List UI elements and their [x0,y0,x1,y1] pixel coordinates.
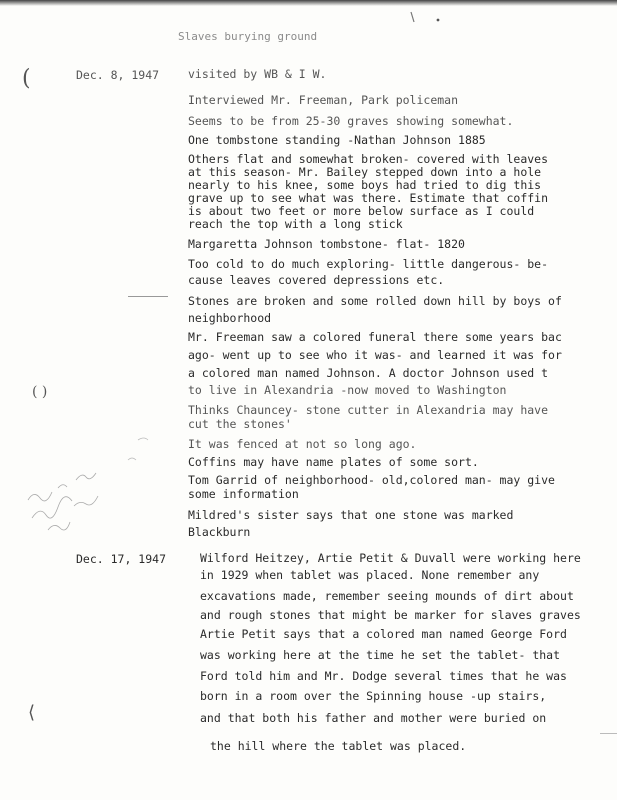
hole-punch-mark-bottom: ⟨ [28,702,36,723]
document-title: Slaves burying ground [178,30,318,43]
entry1-line: Tom Garrid of neighborhood- old,colored man- may give [188,473,555,487]
entry1-line: some information [188,487,299,501]
entry1-line: Mr. Freeman saw a colored funeral there some years bac [188,330,562,344]
entry2-date: Dec. 17, 1947 [76,552,167,566]
hole-punch-mark-middle: ( ) [32,384,48,400]
margin-dash [128,296,168,297]
entry1-line: to live in Alexandria -now moved to Washington [188,383,507,397]
entry1-line: is about two feet or more below surface as I could [188,204,535,218]
entry1-line: reach the top with a long stick [188,217,403,231]
entry1-line: ago- went up to see who it was- and learned it was for [188,348,562,362]
entry1-line: Thinks Chauncey- stone cutter in Alexandria may have [188,403,549,417]
hole-punch-mark: ( [22,66,31,91]
entry1-line: at this season- Mr. Bailey stepped down into a hole [188,165,542,179]
entry1-line: neighborhood [188,311,272,325]
entry2-line: and that both his father and mother were buried on [200,711,547,725]
entry1-line: It was fenced at not so long ago. [188,437,417,451]
entry1-date: Dec. 8, 1947 [76,68,160,82]
entry1-line: Too cold to do much exploring- little dangerous- be- [188,257,549,271]
entry1-line: Others flat and somewhat broken- covered with leaves [188,152,549,166]
scan-top-edge [0,0,617,6]
entry1-line: cause leaves covered depressions etc. [188,273,445,287]
entry1-line: visited by WB & I W. [188,67,327,81]
pencil-margin-note [18,430,168,540]
entry2-line: was working here at the time he set the tablet- that [200,648,561,662]
entry2-line: the hill where the tablet was placed. [210,739,467,753]
entry2-line: Wilford Heitzey, Artie Petit & Duvall were working here [200,551,581,565]
entry2-line: Artie Petit says that a colored man named George Ford [200,627,567,641]
entry1-line: a colored man named Johnson. A doctor Johnson used t [188,366,549,380]
entry1-line: One tombstone standing -Nathan Johnson 1885 [188,133,486,147]
entry1-line: grave up to see what was there. Estimate that coffin [188,191,549,205]
entry2-line: born in a room over the Spinning house -up stairs, [200,689,547,703]
entry2-line: in 1929 when tablet was placed. None remember any [200,568,540,582]
entry1-line: nearly to his knee, some boys had tried to dig this [188,178,542,192]
margin-dash-right [600,733,617,734]
entry1-line: Stones are broken and some rolled down hill by boys of [188,294,562,308]
entry2-line: Ford told him and Mr. Dodge several times that he was [200,669,567,683]
entry1-line: Margaretta Johnson tombstone- flat- 1820 [188,237,465,251]
entry1-line: Mildred's sister says that one stone was marked [188,508,514,522]
entry1-line: Interviewed Mr. Freeman, Park policeman [188,93,459,107]
entry1-line: Coffins may have name plates of some sort. [188,455,479,469]
entry1-line: cut the stones' [188,417,292,431]
entry1-line: Seems to be from 25-30 graves showing somewhat. [188,114,514,128]
scan-specks [408,10,448,30]
entry2-line: excavations made, remember seeing mounds of dirt about [200,589,574,603]
entry1-line: Blackburn [188,525,251,539]
entry2-line: and rough stones that might be marker for slaves graves [200,608,581,622]
